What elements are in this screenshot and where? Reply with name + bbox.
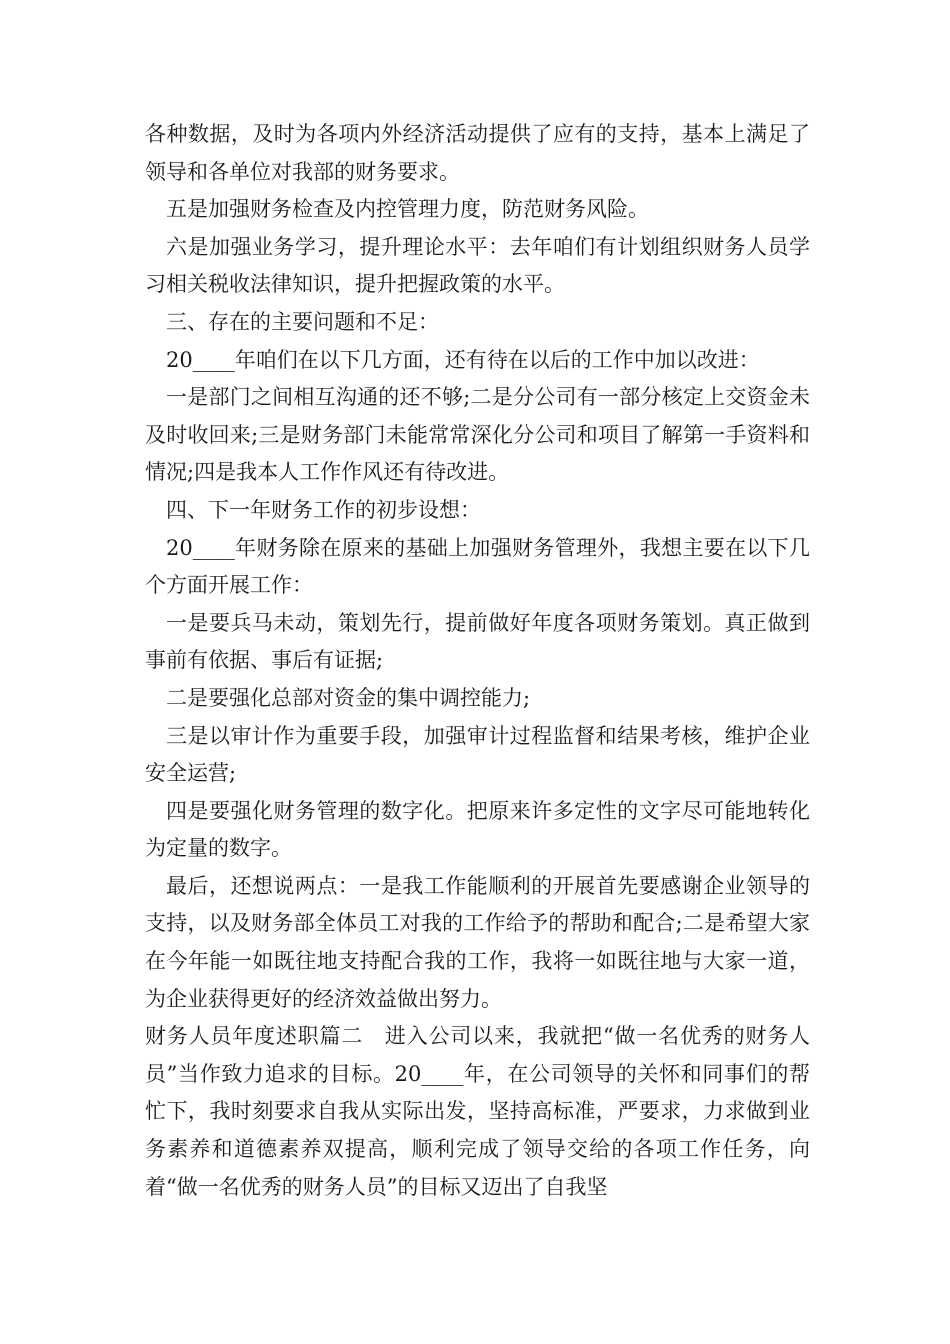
- section-heading-problems: 三、存在的主要问题和不足：: [166, 309, 439, 334]
- paragraph-problems-list: 一是部门之间相互沟通的还不够;二是分公司有一部分核定上交资金未及时收回来;三是财务部门未能常常深化分公司和项目了解第一手资料和情况;四是我本人工作作风还有待改进。: [145, 385, 810, 485]
- paragraph-plan-two: 二是要强化总部对资金的集中调控能力;: [166, 685, 531, 710]
- paragraph-part-two: 财务人员年度述职篇二 进入公司以来，我就把“做一名优秀的财务人员”当作致力追求的目标。20____年，在公司领导的关怀和同事们的帮忙下，我时刻要求自我从实际出发，坚持高标准，严要求，力求做到业务素养和道德素养双提高，顺利完成了领导交给的各项工作任务，向着“做一名优秀的财务人员”的目标又迈出了自我坚: [145, 1024, 810, 1199]
- paragraph-plan-one: 一是要兵马未动，策划先行，提前做好年度各项财务策划。真正做到事前有依据、事后有证据;: [145, 610, 810, 673]
- paragraph-item-five: 五是加强财务检查及内控管理力度，防范财务风险。: [166, 197, 649, 222]
- paragraph-item-six: 六是加强业务学习，提升理论水平：去年咱们有计划组织财务人员学习相关税收法律知识，提升把握政策的水平。: [145, 234, 810, 297]
- paragraph-closing: 最后，还想说两点：一是我工作能顺利的开展首先要感谢企业领导的支持，以及财务部全体员工对我的工作给予的帮助和配合;二是希望大家在今年能一如既往地支持配合我的工作，我将一如既往地与大家一道，为企业获得更好的经济效益做出努力。: [145, 873, 810, 1011]
- paragraph-plan-four: 四是要强化财务管理的数字化。把原来许多定性的文字尽可能地转化为定量的数字。: [145, 798, 810, 861]
- section-heading-next-year: 四、下一年财务工作的初步设想：: [166, 497, 481, 522]
- document-body: [145, 116, 810, 1206]
- paragraph-continuation: 各种数据，及时为各项内外经济活动提供了应有的支持，基本上满足了领导和各单位对我部的财务要求。: [145, 122, 810, 184]
- paragraph-next-year-intro: 20____年财务除在原来的基础上加强财务管理外，我想主要在以下几个方面开展工作：: [145, 535, 810, 598]
- paragraph-improvements-intro: 20____年咱们在以下几方面，还有待在以后的工作中加以改进：: [166, 347, 760, 372]
- paragraph-plan-three: 三是以审计作为重要手段，加强审计过程监督和结果考核，维护企业安全运营;: [145, 723, 810, 786]
